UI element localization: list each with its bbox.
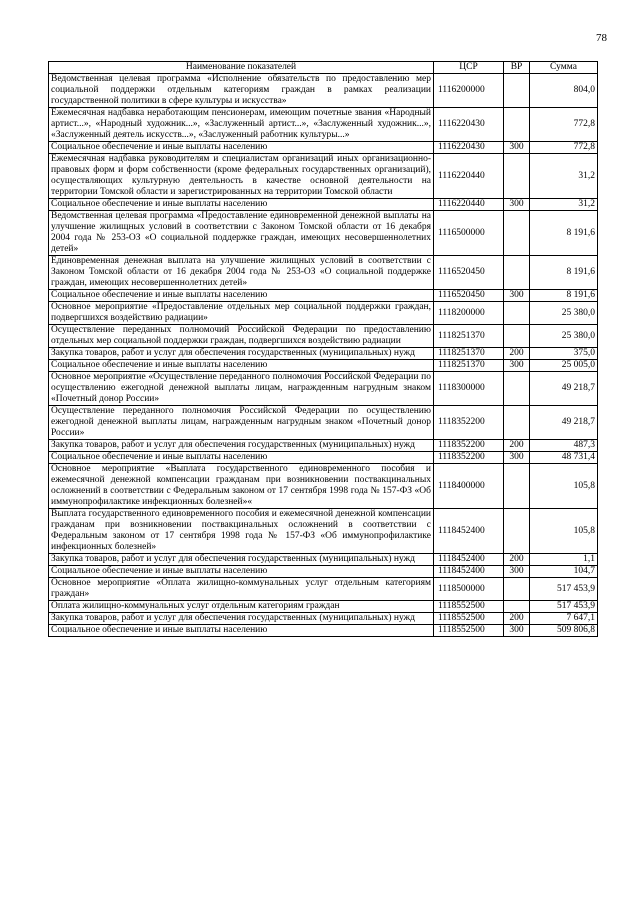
row-vr-cell: 300 xyxy=(504,199,530,211)
row-name-cell: Осуществление переданных полномочий Российской Федерации по предоставлению отдельных мер социальной поддержки граждан, подвергшихся воздействию радиации xyxy=(49,325,434,348)
row-vr-cell: 300 xyxy=(504,566,530,578)
row-name-cell: Социальное обеспечение и иные выплаты населению xyxy=(49,360,434,372)
table-row xyxy=(49,290,598,302)
table-row xyxy=(49,360,598,372)
row-sum-cell: 49 218,7 xyxy=(530,406,598,440)
row-sum-cell: 25 005,0 xyxy=(530,360,598,372)
row-vr-cell xyxy=(504,406,530,440)
budget-table xyxy=(48,61,598,637)
table-header-row xyxy=(49,62,598,74)
row-sum-cell: 105,8 xyxy=(530,464,598,509)
row-name-cell: Основное мероприятие «Осуществление переданного полномочия Российской Федерации по осуществлению ежегодной денежной выплаты лицам, награжденным нагрудным знаком «Почетный донор России» xyxy=(49,372,434,406)
row-vr-cell xyxy=(504,154,530,199)
row-csr-cell: 1116220440 xyxy=(434,154,504,199)
table-row xyxy=(49,509,598,554)
row-vr-cell: 300 xyxy=(504,142,530,154)
row-csr-cell: 1116520450 xyxy=(434,256,504,290)
row-sum-cell: 517 453,9 xyxy=(530,578,598,601)
table-row xyxy=(49,372,598,406)
table-row xyxy=(49,578,598,601)
table-row xyxy=(49,440,598,452)
table-body xyxy=(49,74,598,637)
row-csr-cell: 1118452400 xyxy=(434,509,504,554)
row-csr-cell: 1118500000 xyxy=(434,578,504,601)
table-row xyxy=(49,142,598,154)
row-csr-cell: 1116220430 xyxy=(434,108,504,142)
table-row xyxy=(49,464,598,509)
row-csr-cell: 1116220430 xyxy=(434,142,504,154)
row-vr-cell: 200 xyxy=(504,613,530,625)
table-row xyxy=(49,566,598,578)
table-row xyxy=(49,625,598,637)
row-sum-cell: 25 380,0 xyxy=(530,302,598,325)
row-csr-cell: 1118300000 xyxy=(434,372,504,406)
row-name-cell: Выплата государственного единовременного пособия и ежемесячной денежной компенсации гражданам при возникновении поствакцинальных осложнений в соответствии с Федеральным законом от 17 сентября 1998 года № 157-ФЗ «Об иммунопрофилактике инфекционных болезней» xyxy=(49,509,434,554)
table-row xyxy=(49,256,598,290)
table-row xyxy=(49,406,598,440)
row-sum-cell: 31,2 xyxy=(530,154,598,199)
row-vr-cell: 200 xyxy=(504,348,530,360)
row-csr-cell: 1118251370 xyxy=(434,325,504,348)
header-vr: ВР xyxy=(504,62,530,74)
row-sum-cell: 104,7 xyxy=(530,566,598,578)
row-vr-cell xyxy=(504,256,530,290)
table-row xyxy=(49,325,598,348)
row-sum-cell: 48 731,4 xyxy=(530,452,598,464)
row-csr-cell: 1118352200 xyxy=(434,452,504,464)
row-sum-cell: 509 806,8 xyxy=(530,625,598,637)
row-sum-cell: 772,8 xyxy=(530,108,598,142)
row-vr-cell: 300 xyxy=(504,290,530,302)
page-number: 78 xyxy=(596,32,607,44)
row-csr-cell: 1118352200 xyxy=(434,440,504,452)
row-name-cell: Ведомственная целевая программа «Предоставление единовременной денежной выплаты на улучшение жилищных условий в соответствии с Законом Томской области от 16 декабря 2004 года № 253-ОЗ «О социальной поддержке граждан, имеющих несовершеннолетних детей» xyxy=(49,211,434,256)
row-vr-cell xyxy=(504,509,530,554)
row-name-cell: Социальное обеспечение и иные выплаты населению xyxy=(49,566,434,578)
row-name-cell: Основное мероприятие «Оплата жилищно-коммунальных услуг отдельным категориям граждан» xyxy=(49,578,434,601)
table-row xyxy=(49,74,598,108)
row-name-cell: Социальное обеспечение и иные выплаты населению xyxy=(49,290,434,302)
row-vr-cell xyxy=(504,302,530,325)
table-row xyxy=(49,554,598,566)
row-sum-cell: 1,1 xyxy=(530,554,598,566)
row-sum-cell: 25 380,0 xyxy=(530,325,598,348)
row-name-cell: Основное мероприятие «Выплата государственного единовременного пособия и ежемесячной денежной компенсации гражданам при возникновении поствакцинальных осложнений в соответствии с Федеральным законом от 17 сентября 1998 года № 157-ФЗ «Об иммунопрофилактике инфекционных болезней»« xyxy=(49,464,434,509)
row-vr-cell xyxy=(504,464,530,509)
row-name-cell: Ежемесячная надбавка руководителям и специалистам организаций иных организационно-правовых форм и форм собственности (кроме федеральных государственных организаций), осуществляющих культурную деятельность в качестве основной деятельности на территории Томской области и зарегистрированных на территории Томской области xyxy=(49,154,434,199)
table-row xyxy=(49,211,598,256)
row-vr-cell xyxy=(504,578,530,601)
row-csr-cell: 1118552500 xyxy=(434,613,504,625)
row-name-cell: Оплата жилищно-коммунальных услуг отдельным категориям граждан xyxy=(49,601,434,613)
row-csr-cell: 1118452400 xyxy=(434,566,504,578)
row-csr-cell: 1118251370 xyxy=(434,348,504,360)
table-row xyxy=(49,154,598,199)
row-name-cell: Социальное обеспечение и иные выплаты населению xyxy=(49,452,434,464)
row-sum-cell: 375,0 xyxy=(530,348,598,360)
row-vr-cell: 300 xyxy=(504,625,530,637)
row-name-cell: Закупка товаров, работ и услуг для обеспечения государственных (муниципальных) нужд xyxy=(49,440,434,452)
table-row xyxy=(49,613,598,625)
row-vr-cell xyxy=(504,108,530,142)
row-csr-cell: 1116520450 xyxy=(434,290,504,302)
row-name-cell: Закупка товаров, работ и услуг для обеспечения государственных (муниципальных) нужд xyxy=(49,554,434,566)
table-row xyxy=(49,302,598,325)
row-name-cell: Ведомственная целевая программа «Исполнение обязательств по предоставлению мер социальной поддержки отдельным категориям граждан в рамках реализации государственной политики в сфере культуры и искусства» xyxy=(49,74,434,108)
row-vr-cell xyxy=(504,372,530,406)
row-vr-cell xyxy=(504,74,530,108)
row-sum-cell: 772,8 xyxy=(530,142,598,154)
row-vr-cell: 200 xyxy=(504,554,530,566)
row-csr-cell: 1118552500 xyxy=(434,601,504,613)
row-sum-cell: 517 453,9 xyxy=(530,601,598,613)
row-csr-cell: 1116200000 xyxy=(434,74,504,108)
row-csr-cell: 1118352200 xyxy=(434,406,504,440)
row-vr-cell: 300 xyxy=(504,452,530,464)
row-sum-cell: 49 218,7 xyxy=(530,372,598,406)
table-row xyxy=(49,348,598,360)
row-sum-cell: 31,2 xyxy=(530,199,598,211)
row-name-cell: Социальное обеспечение и иные выплаты населению xyxy=(49,199,434,211)
table-row xyxy=(49,108,598,142)
row-sum-cell: 487,3 xyxy=(530,440,598,452)
table-row xyxy=(49,601,598,613)
row-vr-cell: 200 xyxy=(504,440,530,452)
row-name-cell: Ежемесячная надбавка неработающим пенсионерам, имеющим почетные звания «Народный артист...», «Народный художник...», «Заслуженный артист...», «Заслуженный художник...», «Заслуженный деятель искусств...», «Заслуженный работник культуры...» xyxy=(49,108,434,142)
header-sum: Сумма xyxy=(530,62,598,74)
row-name-cell: Единовременная денежная выплата на улучшение жилищных условий в соответствии с Законом Томской области от 16 декабря 2004 года № 253-ОЗ «О социальной поддержке граждан, имеющих несовершеннолетних детей» xyxy=(49,256,434,290)
row-csr-cell: 1118452400 xyxy=(434,554,504,566)
row-vr-cell: 300 xyxy=(504,360,530,372)
row-name-cell: Социальное обеспечение и иные выплаты населению xyxy=(49,142,434,154)
row-csr-cell: 1116500000 xyxy=(434,211,504,256)
row-sum-cell: 7 647,1 xyxy=(530,613,598,625)
row-sum-cell: 8 191,6 xyxy=(530,211,598,256)
table-row xyxy=(49,199,598,211)
row-csr-cell: 1116220440 xyxy=(434,199,504,211)
row-name-cell: Закупка товаров, работ и услуг для обеспечения государственных (муниципальных) нужд xyxy=(49,348,434,360)
row-name-cell: Осуществление переданного полномочия Российской Федерации по осуществлению ежегодной денежной выплаты лицам, награжденным нагрудным знаком «Почетный донор России» xyxy=(49,406,434,440)
row-csr-cell: 1118251370 xyxy=(434,360,504,372)
row-csr-cell: 1118200000 xyxy=(434,302,504,325)
header-name: Наименование показателей xyxy=(49,62,434,74)
table-row xyxy=(49,452,598,464)
row-name-cell: Закупка товаров, работ и услуг для обеспечения государственных (муниципальных) нужд xyxy=(49,613,434,625)
row-vr-cell xyxy=(504,325,530,348)
row-sum-cell: 8 191,6 xyxy=(530,290,598,302)
row-vr-cell xyxy=(504,601,530,613)
row-vr-cell xyxy=(504,211,530,256)
row-name-cell: Социальное обеспечение и иные выплаты населению xyxy=(49,625,434,637)
row-csr-cell: 1118400000 xyxy=(434,464,504,509)
row-sum-cell: 105,8 xyxy=(530,509,598,554)
row-csr-cell: 1118552500 xyxy=(434,625,504,637)
row-sum-cell: 8 191,6 xyxy=(530,256,598,290)
header-csr: ЦСР xyxy=(434,62,504,74)
row-name-cell: Основное мероприятие «Предоставление отдельных мер социальной поддержки граждан, подвергшихся воздействию радиации» xyxy=(49,302,434,325)
row-sum-cell: 804,0 xyxy=(530,74,598,108)
